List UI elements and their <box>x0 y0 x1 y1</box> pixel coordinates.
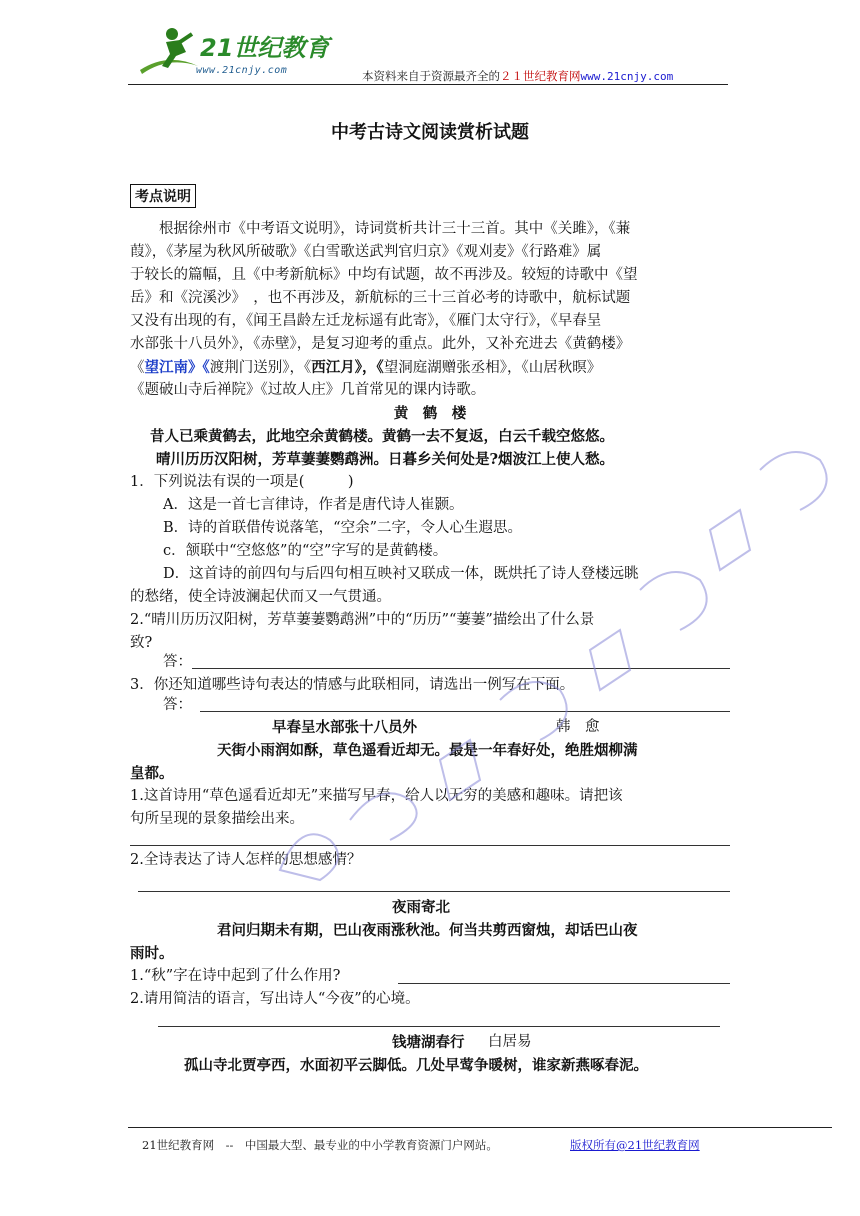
poem-line: 天街小雨润如酥，草色遥看近却无。最是一年春好处，绝胜烟柳满 <box>217 742 638 759</box>
answer-line[interactable] <box>130 845 730 846</box>
header-note: 本资料来自于资源最齐全的２１世纪教育网www.21cnjy.com <box>362 69 674 83</box>
question: 1．下列说法有误的一项是( ) <box>130 474 354 490</box>
poem-line: 昔人已乘黄鹤去，此地空余黄鹤楼。黄鹤一去不复返，白云千载空悠悠。 <box>150 428 614 445</box>
intro-line: 《望江南》《渡荆门送别》，《西江月》，《望洞庭湖赠张丞相》，《山居秋暝》 <box>130 359 602 376</box>
answer-line[interactable] <box>138 891 730 892</box>
question: 2.“晴川历历汉阳树，芳草萋萋鹦鹉洲”中的“历历”“萋萋”描绘出了什么景 <box>130 612 595 628</box>
poem-line: 皇都。 <box>130 765 174 782</box>
poem-line: 雨时。 <box>130 945 174 962</box>
question: 1.这首诗用“草色遥看近却无”来描写早春，给人以无穷的美感和趣味。请把该 <box>130 788 623 804</box>
section-tag: 考点说明 <box>130 184 196 208</box>
intro-line: 又没有出现的有，《闻王昌龄左迁龙标遥有此寄》，《雁门太守行》，《早春呈 <box>130 313 602 329</box>
answer-line[interactable] <box>158 1026 720 1027</box>
option: D．这首诗的前四句与后四句相互映衬又联成一体，既烘托了诗人登楼远眺 <box>163 566 639 582</box>
header-divider <box>128 84 728 85</box>
question: 句所呈现的景象描绘出来。 <box>130 811 304 827</box>
logo-url: www.21cnjy.com <box>196 65 288 76</box>
page-title: 中考古诗文阅读赏析试题 <box>331 122 529 143</box>
poem-author: 白居易 <box>488 1034 532 1050</box>
poem-title: 早春呈水部张十八员外 <box>272 719 417 736</box>
answer-line[interactable] <box>398 983 730 984</box>
logo-text: 21世纪教育 <box>200 34 330 62</box>
poem-title: 夜雨寄北 <box>392 899 450 916</box>
poem-title: 黄 鹤 楼 <box>393 405 467 422</box>
copyright-link[interactable]: 版权所有@21世纪教育网 <box>570 1138 700 1152</box>
poem-title: 钱塘湖春行 <box>392 1034 465 1051</box>
question: 致? <box>130 635 153 651</box>
option: 的愁绪，使全诗波澜起伏而又一气贯通。 <box>130 589 391 605</box>
option: A．这是一首七言律诗，作者是唐代诗人崔颢。 <box>163 497 464 513</box>
option: B．诗的首联借传说落笔，“空余”二字，令人心生遐思。 <box>163 520 522 536</box>
option: c．颔联中“空悠悠”的“空”字写的是黄鹤楼。 <box>163 543 448 559</box>
intro-line: 水部张十八员外》，《赤壁》，是复习迎考的重点。此外，又补充进去《黄鹤楼》 <box>130 336 631 352</box>
answer-label: 答： <box>163 654 192 670</box>
intro-line: 葭》，《茅屋为秋风所破歌》《白雪歌送武判官归京》《观刈麦》《行路难》属 <box>130 244 602 260</box>
poem-line: 君问归期未有期，巴山夜雨涨秋池。何当共剪西窗烛，却话巴山夜 <box>217 922 638 939</box>
poem-author: 韩 愈 <box>556 719 600 735</box>
question: 2.全诗表达了诗人怎样的思想感情？ <box>130 852 362 868</box>
header-url: www.21cnjy.com <box>580 70 674 83</box>
intro-line: 于较长的篇幅，且《中考新航标》中均有试题，故不再涉及。较短的诗歌中《望 <box>130 267 638 283</box>
intro-line: 《题破山寺后禅院》《过故人庄》几首常见的课内诗歌。 <box>130 382 486 398</box>
footer-divider <box>128 1127 832 1128</box>
answer-label: 答： <box>163 697 192 713</box>
question: 1.“秋”字在诗中起到了什么作用? <box>130 968 341 984</box>
footer-text: 21世纪教育网 -- 中国最大型、最专业的中小学教育资源门户网站。 <box>142 1138 498 1152</box>
intro-line: 岳》和《浣溪沙》 ，也不再涉及，新航标的三十三首必考的诗歌中，航标试题 <box>130 290 631 306</box>
header-site-name: ２１世纪教育网 <box>500 69 581 83</box>
answer-line[interactable] <box>192 668 730 669</box>
poem-line: 晴川历历汉阳树，芳草萋萋鹦鹉洲。日暮乡关何处是?烟波江上使人愁。 <box>156 451 614 468</box>
answer-line[interactable] <box>200 711 730 712</box>
question: 2.请用简洁的语言，写出诗人“今夜”的心境。 <box>130 991 420 1007</box>
intro-line: 根据徐州市《中考语文说明》，诗词赏析共计三十三首。其中《关雎》，《蒹 <box>130 221 631 237</box>
poem-line: 孤山寺北贾亭西，水面初平云脚低。几处早莺争暖树，谁家新燕啄春泥。 <box>184 1057 648 1074</box>
question: 3．你还知道哪些诗句表达的情感与此联相同，请选出一例写在下面。 <box>130 677 575 693</box>
